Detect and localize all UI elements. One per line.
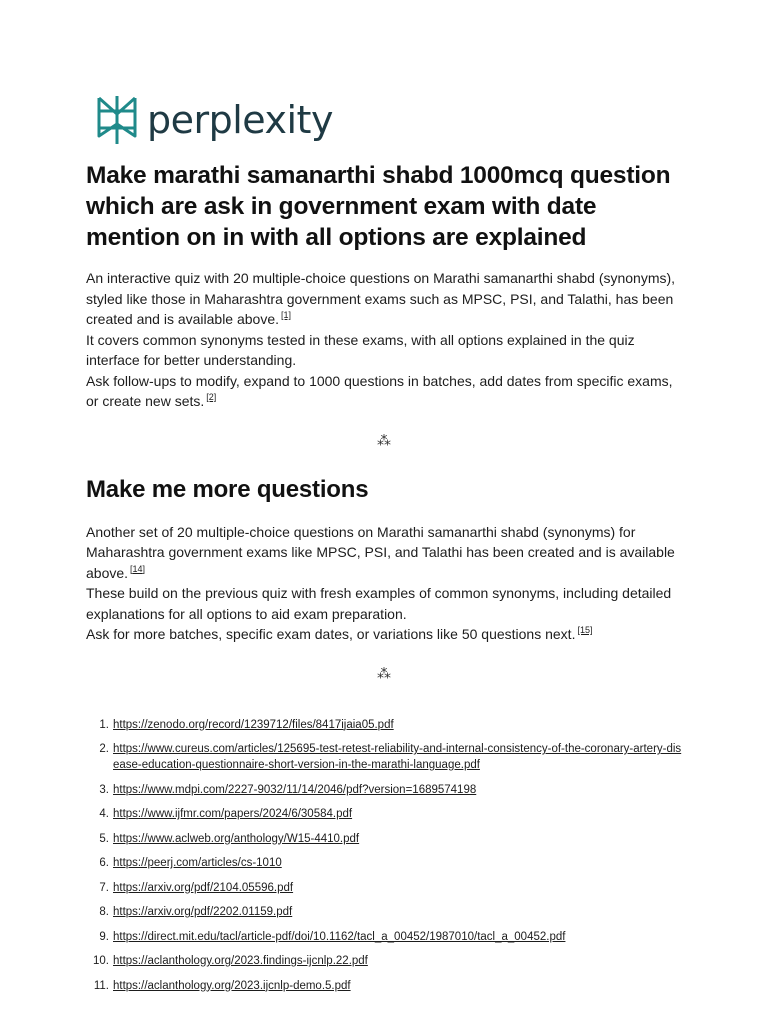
reference-link[interactable]: https://direct.mit.edu/tacl/article-pdf/doi/10.1162/tacl_a_00452/1987010/tacl_a_00452.pdf xyxy=(113,930,566,943)
main-content xyxy=(86,160,682,1002)
reference-item xyxy=(86,904,682,920)
section-separator: ⁂ xyxy=(377,431,391,448)
answer-text: An interactive quiz with 20 multiple-choice questions on Marathi samanarthi shabd (synonyms), styled like those in Maharashtra government exams such as MPSC, PSI, and Talathi, has been created and is available above. xyxy=(86,270,676,327)
question-title-2: Make me more questions xyxy=(86,475,369,503)
reference-link[interactable]: https://www.cureus.com/articles/125695-test-retest-reliability-and-internal-consistency-of-the-coronary-artery-disease-education-questionnaire-short-version-in-the-marathi-language.pdf xyxy=(113,743,682,771)
brand-name: perplexity xyxy=(147,98,333,142)
reference-number: 7. xyxy=(99,881,109,894)
question-title-1: Make marathi samanarthi shabd 1000mcq question which are ask in government exam with date mention on in with all options are explained xyxy=(86,162,671,251)
citation-link[interactable]: [2] xyxy=(206,392,217,402)
reference-item xyxy=(86,717,682,733)
citation-14 xyxy=(130,564,145,574)
perplexity-logo-icon xyxy=(95,94,139,146)
reference-item xyxy=(86,953,682,969)
reference-number: 6. xyxy=(99,857,109,869)
answer-text: Another set of 20 multiple-choice questions on Marathi samanarthi shabd (synonyms) for Maharashtra government exams like MPSC, PSI, and Talathi has been created and is available above. xyxy=(86,523,675,581)
citation-2 xyxy=(206,392,216,402)
reference-number: 1. xyxy=(99,718,109,731)
citation-15 xyxy=(577,625,592,635)
perplexity-logo xyxy=(95,94,333,146)
reference-link[interactable]: https://arxiv.org/pdf/2202.01159.pdf xyxy=(113,906,293,918)
reference-link[interactable]: https://www.aclweb.org/anthology/W15-4410.pdf xyxy=(113,832,360,845)
reference-link[interactable]: https://www.mdpi.com/2227-9032/11/14/2046/pdf?version=1689574198 xyxy=(113,783,477,796)
reference-number: 9. xyxy=(99,930,109,943)
reference-item xyxy=(86,741,682,773)
reference-number: 11. xyxy=(93,979,109,992)
reference-number: 3. xyxy=(99,783,109,796)
reference-link[interactable]: https://arxiv.org/pdf/2104.05596.pdf xyxy=(113,881,294,894)
reference-link[interactable]: https://zenodo.org/record/1239712/files/8417ijaia05.pdf xyxy=(113,718,394,731)
reference-item xyxy=(86,880,682,896)
reference-number: 2. xyxy=(99,743,109,755)
reference-link[interactable]: https://peerj.com/articles/cs-1010 xyxy=(113,857,282,869)
references-list xyxy=(86,717,682,994)
reference-item xyxy=(86,782,682,798)
citation-link[interactable]: [15] xyxy=(577,625,593,635)
reference-link[interactable]: https://aclanthology.org/2023.findings-ijcnlp.22.pdf xyxy=(113,955,368,967)
citation-1 xyxy=(281,310,291,320)
section-separator: ⁂ xyxy=(377,664,391,681)
reference-link[interactable]: https://aclanthology.org/2023.ijcnlp-demo.5.pdf xyxy=(113,979,351,992)
reference-item xyxy=(86,806,682,822)
reference-number: 4. xyxy=(99,808,109,820)
citation-link[interactable]: [1] xyxy=(281,310,292,320)
reference-item xyxy=(86,929,682,945)
answer-text: Ask for more batches, specific exam dates, or variations like 50 questions next. xyxy=(86,626,576,642)
reference-item xyxy=(86,831,682,847)
answer-paragraph-1 xyxy=(86,268,682,330)
reference-item xyxy=(86,978,682,994)
answer-paragraph-3 xyxy=(86,371,682,412)
answer-paragraph-6 xyxy=(86,624,682,645)
reference-item xyxy=(86,855,682,871)
reference-number: 10. xyxy=(93,955,109,967)
answer-paragraph-5: These build on the previous quiz with fresh examples of common synonyms, including detailed explanations for all options to aid exam preparation. xyxy=(86,585,672,622)
reference-link[interactable]: https://www.ijfmr.com/papers/2024/6/30584.pdf xyxy=(113,808,353,820)
answer-paragraph-4 xyxy=(86,522,682,584)
reference-number: 5. xyxy=(99,832,109,845)
answer-paragraph-2: It covers common synonyms tested in these exams, with all options explained in the quiz interface for better understanding. xyxy=(86,331,635,368)
citation-link[interactable]: [14] xyxy=(130,563,146,574)
answer-text: Ask follow-ups to modify, expand to 1000 questions in batches, add dates from specific exams, or create new sets. xyxy=(86,372,673,409)
reference-number: 8. xyxy=(99,906,109,918)
